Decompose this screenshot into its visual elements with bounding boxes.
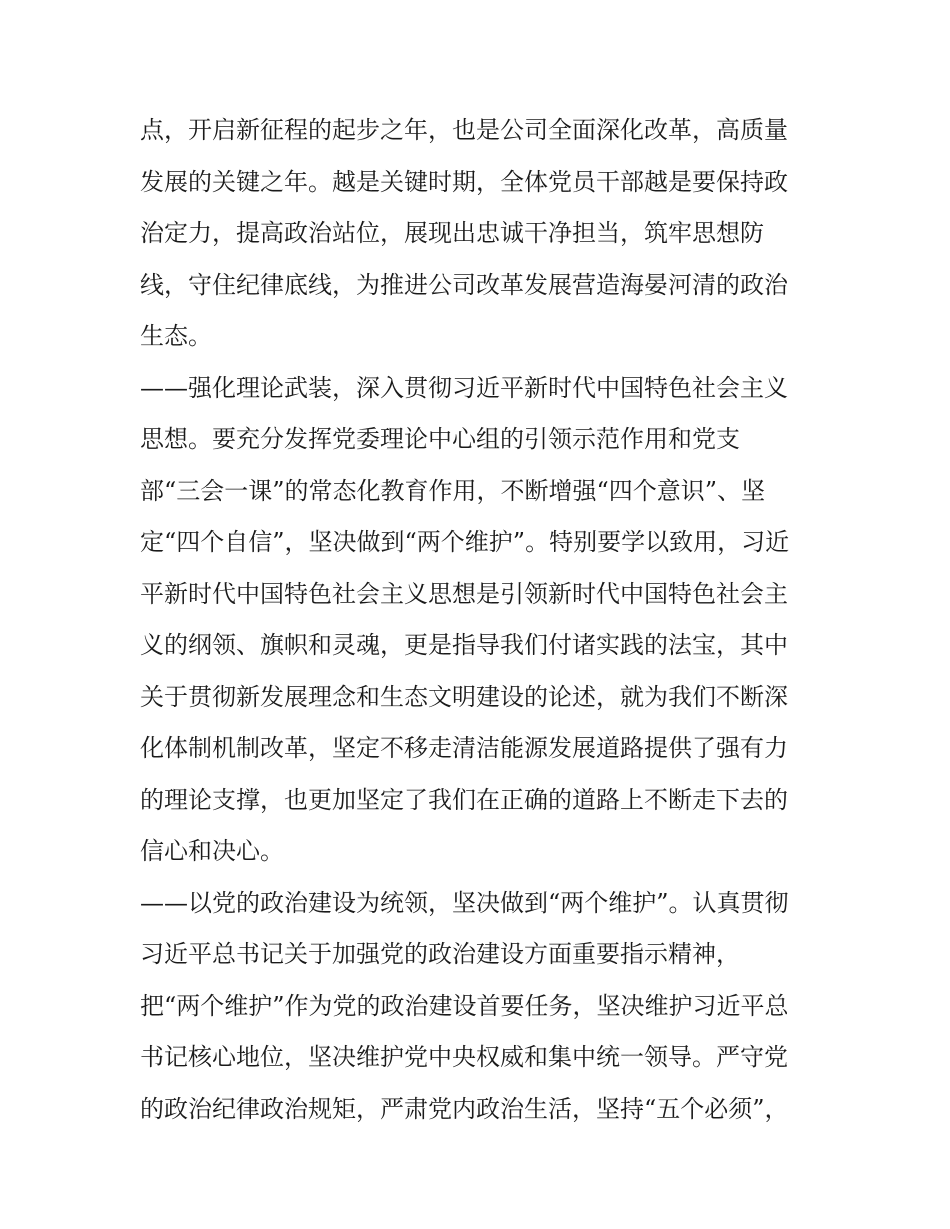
text-line: 信心和决心。 [140, 837, 284, 865]
text-line: 平新时代中国特色社会主义思想是引领新时代中国特色社会主 [140, 579, 788, 608]
text-line: 部“三会一课”的常态化教育作用，不断增强“四个意识”、坚 [140, 476, 766, 505]
text-line: 定“四个自信”，坚决做到“两个维护”。特别要学以致用，习近 [140, 528, 790, 556]
text-line: 思想。要充分发挥党委理论中心组的引领示范作用和党支 [140, 425, 740, 453]
text-line: 发展的关键之年。越是关键时期，全体党员干部越是要保持政 [140, 167, 788, 196]
text-line: 生态。 [140, 322, 212, 350]
text-line: 书记核心地位，坚决维护党中央权威和集中统一领导。严守党 [140, 1043, 788, 1071]
text-line: 的理论支撑，也更加坚定了我们在正确的道路上不断走下去的 [140, 785, 788, 814]
body-text [140, 108, 820, 1138]
text-line: ——以党的政治建设为统领，坚决做到“两个维护”。认真贯彻 [140, 888, 789, 917]
text-line: 治定力，提高政治站位，展现出忠诚干净担当，筑牢思想防 [140, 219, 764, 247]
text-line: 线，守住纪律底线，为推进公司改革发展营造海晏河清的政治 [140, 270, 788, 299]
text-line: 关于贯彻新发展理念和生态文明建设的论述，就为我们不断深 [140, 682, 788, 711]
text-line: ——强化理论武装，深入贯彻习近平新时代中国特色社会主义 [140, 373, 788, 402]
text-line: 化体制机制改革，坚定不移走清洁能源发展道路提供了强有力 [140, 734, 788, 762]
text-line: 的政治纪律政治规矩，严肃党内政治生活，坚持“五个必须”， [140, 1094, 789, 1123]
text-line: 义的纲领、旗帜和灵魂，更是指导我们付诸实践的法宝，其中 [140, 631, 788, 659]
text-line: 把“两个维护”作为党的政治建设首要任务，坚决维护习近平总 [140, 991, 789, 1020]
text-line: 点，开启新征程的起步之年，也是公司全面深化改革，高质量 [140, 116, 788, 144]
text-line: 习近平总书记关于加强党的政治建设方面重要指示精神， [140, 940, 740, 968]
